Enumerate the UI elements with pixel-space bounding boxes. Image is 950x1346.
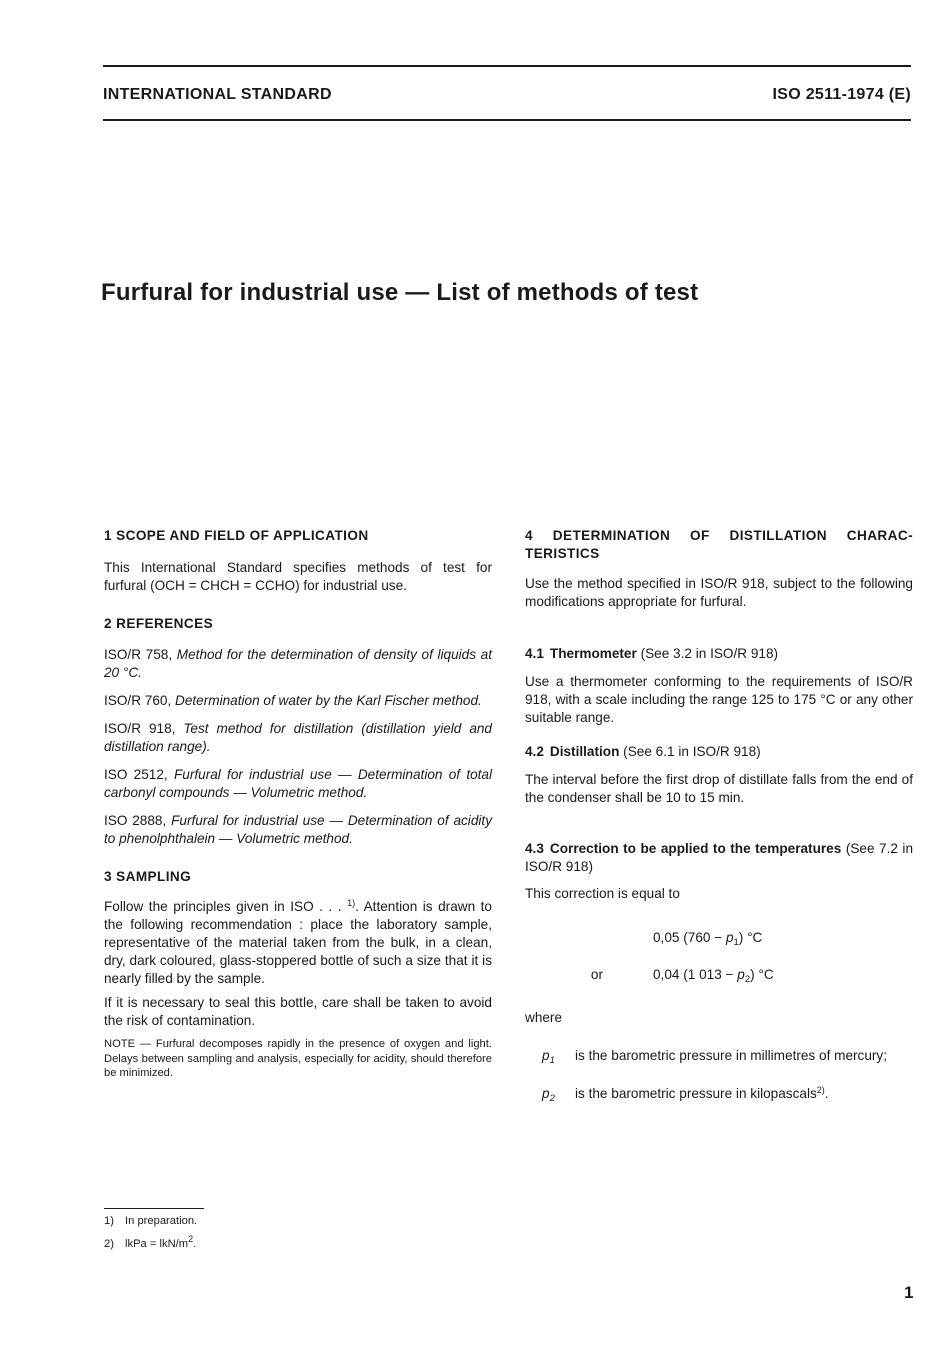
correction-text: This correction is equal to (525, 886, 680, 901)
reference-title: Method for the determination of density of liquids at 20 °C. (104, 647, 493, 680)
section-distillation (525, 527, 913, 611)
reference-code: ISO 2512, (104, 767, 168, 782)
reference-title: Test method for distillation (distillation yield and distillation range). (104, 721, 492, 754)
section-references (104, 615, 492, 848)
seal-paragraph: If it is necessary to seal this bottle, care shall be taken to avoid the risk of contamination. (104, 995, 492, 1028)
right-column (525, 527, 913, 1103)
reference-item (104, 812, 492, 848)
subsection-correction (525, 840, 913, 1103)
scope-text (104, 559, 492, 595)
reference-item (104, 692, 492, 710)
section-sampling-heading: 3 SAMPLING (104, 869, 192, 884)
subsection-distillation (525, 743, 913, 807)
reference-title: Determination of water by the Karl Fischer method. (175, 693, 482, 708)
section-scope (104, 527, 492, 595)
subsection-number: 4.1 (525, 646, 544, 661)
subsection-number: 4.3 (525, 841, 544, 856)
sampling-text-end: . Attention is drawn to the following recommendation : place the laboratory sample, representative of the material taken from the bulk, in a clean, dry, dark coloured, glass-stoppered bottle of such a size that it is nearly filled by the sample. (104, 899, 492, 986)
subsection-reference: (See 7.2 in ISO/R 918) (525, 841, 914, 874)
header-bottom-rule (103, 119, 911, 121)
where-label: where (525, 1010, 563, 1025)
subsection-title: Thermometer (549, 646, 637, 661)
section-scope-heading: 1 SCOPE AND FIELD OF APPLICATION (104, 528, 369, 543)
subsection-reference: (See 6.1 in ISO/R 918) (623, 744, 761, 759)
reference-item (104, 720, 492, 756)
sampling-paragraph (104, 898, 492, 988)
definition-p2: $p_2$ is the barometric pressure in kilopascals$^{2)}$. (542, 1085, 829, 1104)
subsection-number: 4.2 (525, 744, 544, 759)
formula-1: 0,05 $(760 - p_1)$ °C (653, 930, 763, 948)
reference-title: Furfural for industrial use — Determination of acidity to phenolphthalein — Volumetric method. (104, 813, 492, 846)
sampling-note: NOTE — Furfural decomposes rapidly in the presence of oxygen and light. Delays between sampling and analysis, especially for acidity, should therefore be minimized. (104, 1038, 492, 1079)
section-references-heading: 2 REFERENCES (104, 616, 214, 631)
distillation-text: The interval before the first drop of distillate falls from the end of the condenser shall be 10 to 15 min. (525, 772, 913, 805)
section-sampling (104, 868, 492, 1081)
document-title: Furfural for industrial use — List of methods of test (101, 279, 699, 306)
scope-line-1: This International Standard specifies methods of test for (104, 560, 492, 575)
reference-item (104, 766, 492, 802)
thermometer-text: Use a thermometer conforming to the requirements of ISO/R 918, with a scale including the range 125 to 175 °C or any other suitable range. (525, 674, 913, 725)
reference-code: ISO/R 918, (104, 721, 176, 736)
formula-or: or (590, 967, 603, 982)
footnote-2: 2) lkPa = lkN/$m^2$. (104, 1234, 197, 1250)
reference-code: ISO/R 758, (104, 647, 173, 662)
distillation-intro: Use the method specified in ISO/R 918, subject to the following modifications appropriate for furfural. (525, 576, 913, 609)
subsection-thermometer (525, 645, 913, 727)
left-column (104, 527, 492, 1081)
header-top-rule (103, 65, 911, 67)
section-distillation-heading: 4 DETERMINATION OF DISTILLATION CHARAC-TERISTICS (525, 528, 913, 561)
header-standard-number: ISO 2511-1974 (E) (772, 86, 911, 103)
scope-line-2: furfural (OCH = CHCH = CCHO) for industrial use. (104, 578, 407, 593)
footnote-ref: 1) (347, 898, 356, 908)
reference-title: Furfural for industrial use — Determination of total carbonyl compounds — Volumetric method. (104, 767, 493, 800)
definition-p1: $p_1$ is the barometric pressure in millimetres of mercury; (542, 1048, 887, 1066)
formula-2: or 0,04 (1 $013 - p_2$) °C (525, 966, 913, 984)
footnote-ref: 2) (816, 1085, 825, 1095)
subsection-correction-heading (525, 840, 913, 876)
header-document-type: INTERNATIONAL STANDARD (103, 86, 332, 103)
page-number: 1 (904, 1283, 914, 1302)
sampling-text-start: Follow the principles given in ISO . . . (104, 899, 342, 914)
footnote-1: 1) In preparation. (104, 1215, 198, 1227)
footnote-rule (104, 1208, 204, 1209)
reference-code: ISO/R 760, (104, 693, 172, 708)
subsection-distillation-heading (525, 743, 913, 761)
reference-code: ISO 2888, (104, 813, 167, 828)
reference-item (104, 646, 492, 682)
subsection-thermometer-heading (525, 645, 913, 663)
subsection-title: Correction to be applied to the temperatures (549, 841, 842, 856)
subsection-title: Distillation (549, 744, 620, 759)
subsection-reference: (See 3.2 in ISO/R 918) (640, 646, 779, 661)
